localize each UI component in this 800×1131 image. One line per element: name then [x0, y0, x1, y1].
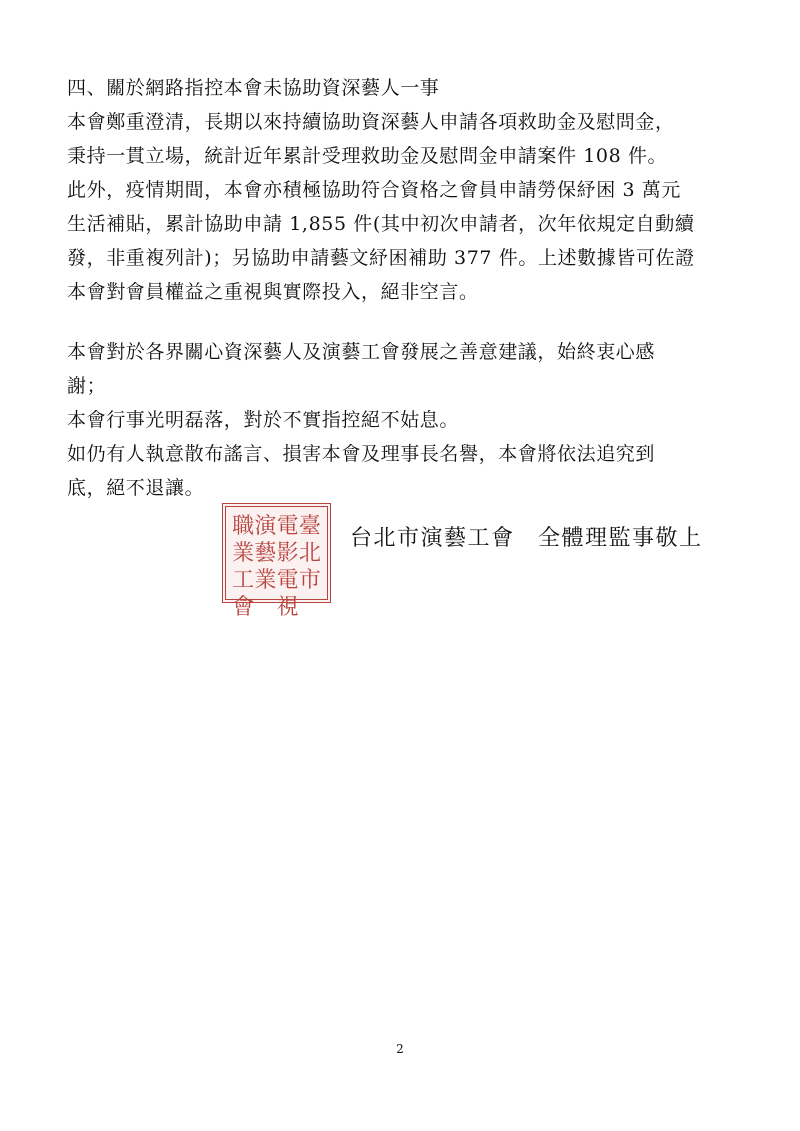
seal-character: 職 — [232, 514, 255, 539]
seal-column — [254, 513, 276, 593]
seal-character: 業 — [232, 541, 255, 566]
paragraph-line: 本會對會員權益之重視與實際投入，絕非空言。 — [67, 281, 479, 303]
seal-character: 視 — [276, 595, 299, 620]
paragraph-line: 謝； — [67, 375, 107, 397]
signature-line: 台北市演藝工會 全體理監事敬上 — [350, 526, 703, 551]
seal-column — [276, 513, 299, 620]
seal-character: 工 — [232, 568, 255, 593]
seal-character: 演 — [254, 514, 277, 539]
seal-column — [232, 513, 255, 620]
seal-characters — [232, 513, 321, 620]
seal-character: 影 — [276, 541, 299, 566]
seal-character: 市 — [298, 568, 321, 593]
paragraph-line: 本會行事光明磊落，對於不實指控絕不姑息。 — [67, 409, 460, 431]
seal-character: 藝 — [254, 541, 277, 566]
seal-character: 北 — [298, 541, 321, 566]
seal-character: 業 — [254, 568, 277, 593]
paragraph-line: 底，絕不退讓。 — [67, 477, 205, 499]
union-seal-stamp — [222, 503, 331, 620]
paragraph-line: 秉持一貫立場，統計近年累計受理救助金及慰問金申請案件 108 件。 — [67, 145, 668, 167]
paragraph-line: 生活補貼，累計協助申請 1,855 件(其中初次申請者，次年依規定自動續 — [67, 213, 695, 235]
section-heading: 四、關於網路指控本會未協助資深藝人一事 — [67, 77, 440, 99]
seal-character: 電 — [276, 568, 299, 593]
seal-column — [299, 513, 321, 593]
paragraph-line: 本會對於各界關心資深藝人及演藝工會發展之善意建議，始終衷心感 — [67, 341, 656, 363]
seal-character: 電 — [276, 514, 299, 539]
seal-character: 會 — [232, 595, 255, 620]
paragraph-line: 發，非重複列計)；另協助申請藝文紓困補助 377 件。上述數據皆可佐證 — [67, 247, 695, 269]
paragraph-line: 如仍有人執意散布謠言、損害本會及理事長名譽，本會將依法追究到 — [67, 443, 656, 465]
seal-character: 臺 — [298, 514, 321, 539]
paragraph-line: 此外，疫情期間，本會亦積極協助符合資格之會員申請勞保紓困 3 萬元 — [67, 179, 681, 201]
page-number: 2 — [396, 1042, 404, 1056]
paragraph-line: 本會鄭重澄清，長期以來持續協助資深藝人申請各項救助金及慰問金， — [67, 111, 675, 133]
